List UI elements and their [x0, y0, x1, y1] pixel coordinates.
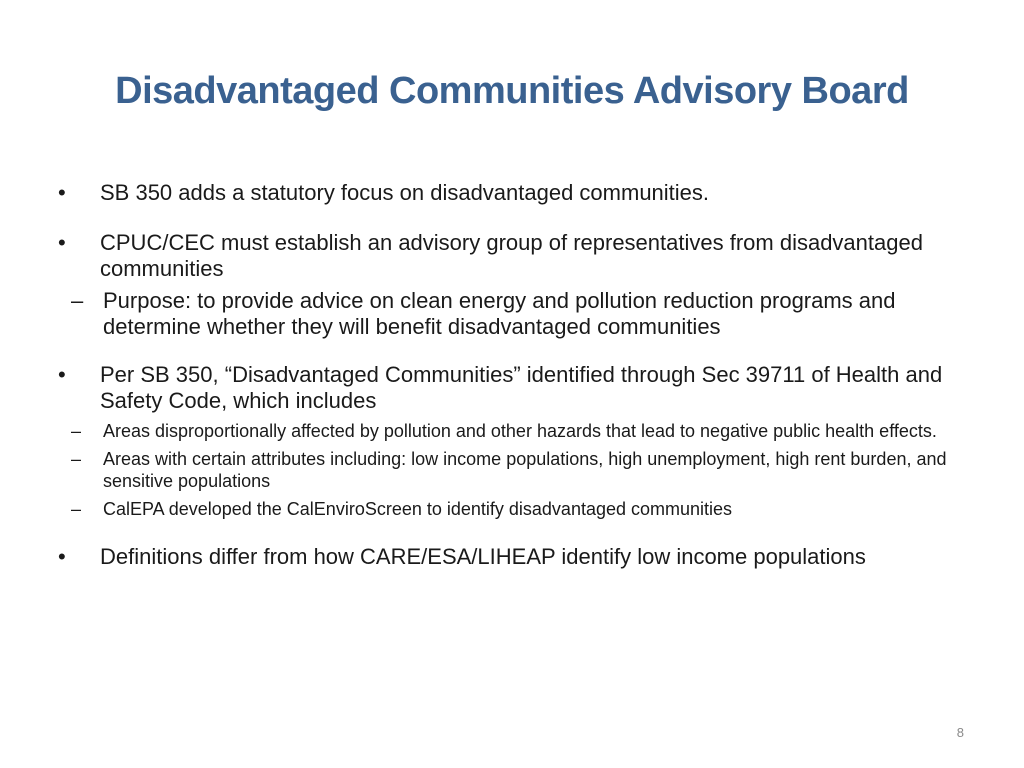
dash-glyph: – [71, 288, 84, 313]
bullet-glyph: • [58, 544, 66, 569]
sub-bullet-item [58, 420, 978, 442]
bullet-item-2 [58, 230, 978, 282]
bullet-item-4 [58, 544, 978, 570]
bullet-glyph: • [58, 230, 66, 255]
dash-glyph: – [71, 449, 82, 469]
dash-glyph: – [71, 421, 82, 441]
bullet-glyph: • [58, 362, 66, 387]
slide-title: Disadvantaged Communities Advisory Board [115, 70, 909, 112]
bullet-glyph: • [58, 180, 66, 205]
bullet-item-3 [58, 362, 978, 414]
bullet-list [58, 180, 978, 570]
sub-bullet-item [58, 498, 978, 520]
bullet-text: SB 350 adds a statutory focus on disadvantaged communities. [100, 180, 710, 205]
bullet-item-1 [58, 180, 978, 206]
page-number: 8 [956, 725, 964, 740]
sub-bullet-item [58, 448, 978, 492]
sub-bullet-text: Areas disproportionally affected by pollution and other hazards that lead to negative public health effects. [103, 421, 937, 441]
bullet-text: CPUC/CEC must establish an advisory group of representatives from disadvantaged communities [100, 230, 923, 281]
sub-bullet-item [58, 288, 978, 340]
dash-glyph: – [71, 499, 82, 519]
sub-bullet-text: CalEPA developed the CalEnviroScreen to identify disadvantaged communities [103, 499, 733, 519]
sub-bullet-text: Purpose: to provide advice on clean energy and pollution reduction programs and determine whether they will benefit disadvantaged communities [103, 288, 896, 339]
bullet-text: Per SB 350, “Disadvantaged Communities” identified through Sec 39711 of Health and Safety Code, which includes [100, 362, 943, 413]
bullet-text: Definitions differ from how CARE/ESA/LIHEAP identify low income populations [100, 544, 866, 569]
sub-bullet-text: Areas with certain attributes including: low income populations, high unemployment, high rent burden, and sensitive populations [103, 449, 947, 491]
